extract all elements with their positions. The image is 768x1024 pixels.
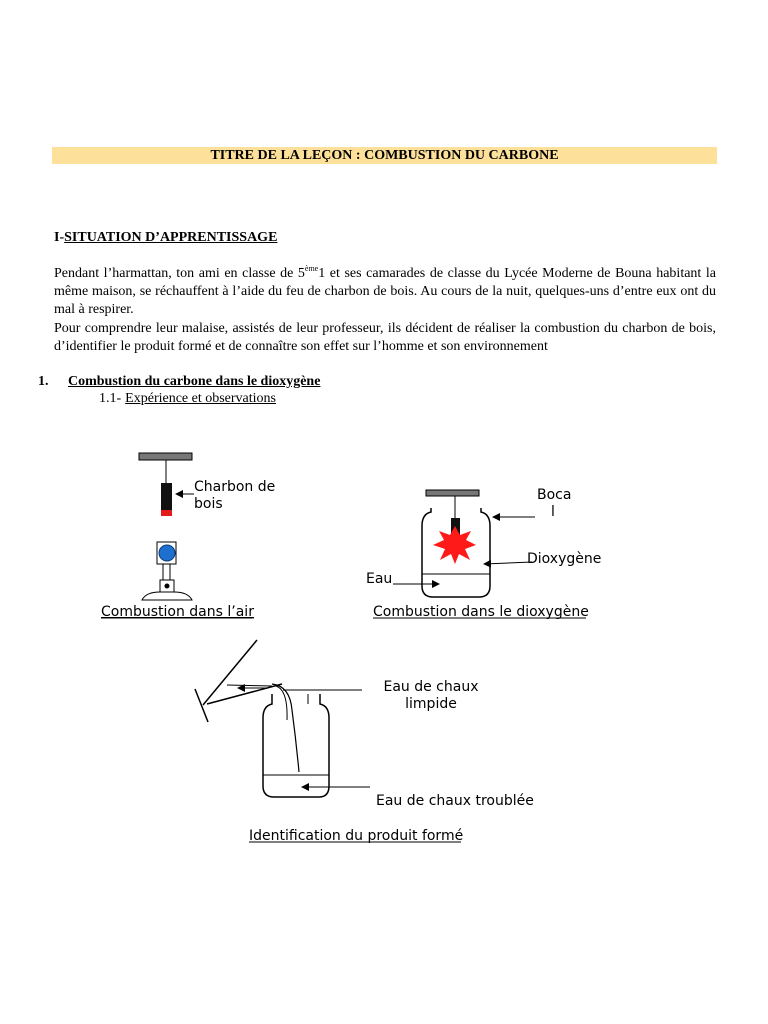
limpide-label-line2: limpide — [405, 696, 457, 712]
bocal-label-line2: l — [551, 504, 555, 520]
charcoal-glow — [161, 510, 172, 516]
dioxygene-label: Dioxygène — [527, 551, 602, 567]
lid-bar — [426, 490, 479, 496]
support-bar — [139, 453, 192, 460]
flame-burst — [433, 526, 476, 564]
paragraph-text: Pendant l’harmattan, ton ami en classe de 5 — [54, 266, 305, 281]
list-number: 1. — [38, 374, 49, 389]
charcoal-label-line1: Charbon de — [194, 479, 276, 495]
burner-knob-dot — [165, 584, 170, 589]
limpide-label-line1: Eau de chaux — [383, 679, 479, 695]
lesson-title: TITRE DE LA LEÇON : COMBUSTION DU CARBONE — [52, 147, 717, 164]
pour-vessel-side1 — [195, 689, 208, 722]
list-heading: Combustion du carbone dans le dioxygène — [68, 374, 321, 389]
figure-combustion-air — [101, 453, 275, 620]
figure-identification — [195, 640, 534, 844]
sublist-heading: Expérience et observations — [125, 391, 276, 406]
paragraph-text: 1 et ses camarades de classe du Lycée Moderne de Bouna habitant la même maison, se réchauffent à l’aide du feu de charbon de bois. Au cours de la nuit, quelques-uns d’entre eux ont du mal à respirer. — [54, 266, 716, 317]
pour-liquid-level — [227, 685, 272, 686]
pour-vessel-side2 — [203, 640, 257, 705]
caption-identification: Identification du produit formé — [249, 828, 464, 844]
charcoal-label-line2: bois — [194, 496, 223, 512]
section-number: I- — [54, 230, 65, 245]
pour-stream — [272, 684, 299, 772]
figure-combustion-oxygen — [366, 487, 601, 620]
caption-air: Combustion dans l’air — [101, 604, 254, 620]
troublee-label: Eau de chaux troublée — [376, 793, 534, 809]
superscript: ème — [304, 264, 319, 273]
dioxygene-arrow — [484, 562, 532, 564]
burner-flame-blue — [159, 545, 175, 561]
bocal-label-line1: Boca — [537, 487, 572, 503]
burner-base — [142, 592, 192, 600]
eau-label: Eau — [366, 571, 393, 587]
section-title: SITUATION D’APPRENTISSAGE — [64, 230, 278, 245]
caption-oxygen: Combustion dans le dioxygène — [373, 604, 589, 620]
situation-paragraph-2: Pour comprendre leur malaise, assistés de leur professeur, ils décident de réaliser la combustion du charbon de bois, d’identifier le produit formé et de connaître son effet sur l’homme et son environnement — [54, 321, 716, 354]
charcoal-piece — [161, 483, 172, 511]
sublist-number: 1.1- — [99, 391, 122, 406]
